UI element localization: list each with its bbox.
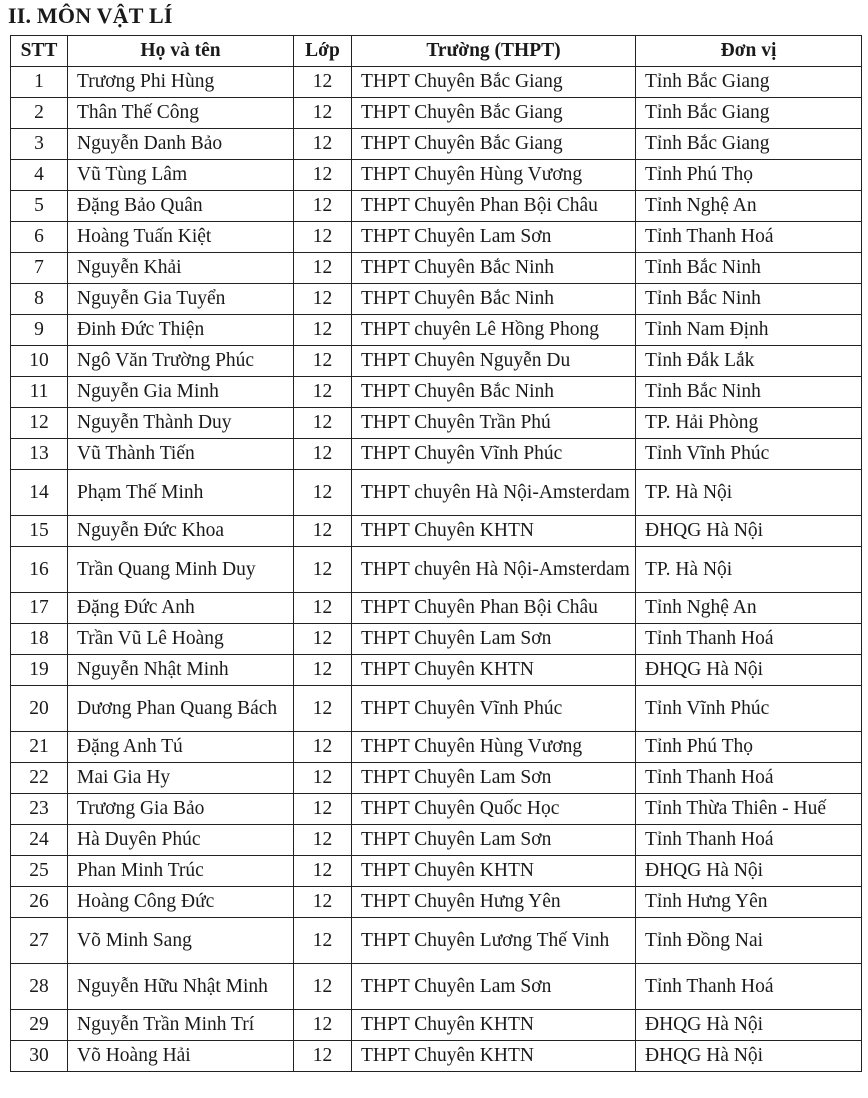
cell-school: THPT Chuyên Quốc Học: [352, 794, 636, 825]
table-row: [11, 825, 862, 856]
cell-name: Trần Vũ Lê Hoàng: [68, 624, 294, 655]
cell-grade: 12: [294, 408, 352, 439]
cell-name: Đặng Bảo Quân: [68, 191, 294, 222]
table-row: [11, 470, 862, 516]
cell-name: Võ Minh Sang: [68, 918, 294, 964]
table-row: [11, 377, 862, 408]
cell-grade: 12: [294, 315, 352, 346]
cell-unit: Tỉnh Thanh Hoá: [636, 624, 862, 655]
cell-name: Đinh Đức Thiện: [68, 315, 294, 346]
cell-unit: Tỉnh Bắc Giang: [636, 129, 862, 160]
cell-grade: 12: [294, 191, 352, 222]
table-row: [11, 887, 862, 918]
cell-grade: 12: [294, 67, 352, 98]
cell-name: Võ Hoàng Hải: [68, 1041, 294, 1072]
cell-unit: Tỉnh Hưng Yên: [636, 887, 862, 918]
cell-school: THPT Chuyên KHTN: [352, 1041, 636, 1072]
cell-stt: 24: [11, 825, 68, 856]
cell-name: Nguyễn Đức Khoa: [68, 516, 294, 547]
cell-name: Nguyễn Trần Minh Trí: [68, 1010, 294, 1041]
cell-grade: 12: [294, 686, 352, 732]
cell-school: THPT Chuyên KHTN: [352, 856, 636, 887]
cell-school: THPT Chuyên Bắc Ninh: [352, 377, 636, 408]
cell-unit: ĐHQG Hà Nội: [636, 1010, 862, 1041]
table-row: [11, 67, 862, 98]
table-row: [11, 856, 862, 887]
table-row: [11, 794, 862, 825]
cell-stt: 5: [11, 191, 68, 222]
cell-stt: 12: [11, 408, 68, 439]
cell-name: Nguyễn Hữu Nhật Minh: [68, 964, 294, 1010]
cell-school: THPT Chuyên Phan Bội Châu: [352, 191, 636, 222]
cell-unit: Tỉnh Thanh Hoá: [636, 222, 862, 253]
cell-name: Đặng Anh Tú: [68, 732, 294, 763]
cell-unit: Tỉnh Phú Thọ: [636, 732, 862, 763]
cell-unit: Tỉnh Bắc Giang: [636, 98, 862, 129]
cell-stt: 29: [11, 1010, 68, 1041]
cell-stt: 17: [11, 593, 68, 624]
cell-unit: Tỉnh Bắc Ninh: [636, 377, 862, 408]
cell-school: THPT Chuyên Lam Sơn: [352, 825, 636, 856]
cell-stt: 13: [11, 439, 68, 470]
cell-school: THPT Chuyên Trần Phú: [352, 408, 636, 439]
cell-school: THPT Chuyên Phan Bội Châu: [352, 593, 636, 624]
cell-stt: 26: [11, 887, 68, 918]
cell-unit: Tỉnh Bắc Ninh: [636, 253, 862, 284]
cell-grade: 12: [294, 547, 352, 593]
cell-school: THPT Chuyên Nguyễn Du: [352, 346, 636, 377]
cell-name: Vũ Tùng Lâm: [68, 160, 294, 191]
cell-stt: 7: [11, 253, 68, 284]
cell-name: Nguyễn Gia Minh: [68, 377, 294, 408]
cell-grade: 12: [294, 763, 352, 794]
table-row: [11, 191, 862, 222]
table-row: [11, 918, 862, 964]
cell-name: Phạm Thế Minh: [68, 470, 294, 516]
section-title: II. MÔN VẬT LÍ: [8, 3, 173, 28]
cell-unit: ĐHQG Hà Nội: [636, 856, 862, 887]
cell-stt: 2: [11, 98, 68, 129]
table-row: [11, 1041, 862, 1072]
cell-stt: 28: [11, 964, 68, 1010]
header-name: Họ và tên: [68, 36, 294, 67]
cell-grade: 12: [294, 856, 352, 887]
cell-school: THPT Chuyên KHTN: [352, 655, 636, 686]
cell-stt: 1: [11, 67, 68, 98]
cell-school: THPT Chuyên Bắc Ninh: [352, 253, 636, 284]
cell-stt: 18: [11, 624, 68, 655]
cell-stt: 23: [11, 794, 68, 825]
table-row: [11, 253, 862, 284]
cell-name: Nguyễn Nhật Minh: [68, 655, 294, 686]
cell-name: Hà Duyên Phúc: [68, 825, 294, 856]
cell-name: Đặng Đức Anh: [68, 593, 294, 624]
cell-unit: Tỉnh Bắc Ninh: [636, 284, 862, 315]
header-stt: STT: [11, 36, 68, 67]
cell-school: THPT Chuyên Bắc Giang: [352, 98, 636, 129]
table-row: [11, 129, 862, 160]
cell-grade: 12: [294, 470, 352, 516]
cell-name: Trương Gia Bảo: [68, 794, 294, 825]
cell-grade: 12: [294, 377, 352, 408]
cell-grade: 12: [294, 918, 352, 964]
cell-name: Nguyễn Khải: [68, 253, 294, 284]
cell-name: Thân Thế Công: [68, 98, 294, 129]
cell-name: Mai Gia Hy: [68, 763, 294, 794]
cell-school: THPT Chuyên Bắc Giang: [352, 67, 636, 98]
cell-stt: 8: [11, 284, 68, 315]
cell-stt: 15: [11, 516, 68, 547]
cell-grade: 12: [294, 1010, 352, 1041]
cell-stt: 19: [11, 655, 68, 686]
cell-school: THPT chuyên Lê Hồng Phong: [352, 315, 636, 346]
cell-unit: ĐHQG Hà Nội: [636, 1041, 862, 1072]
cell-stt: 3: [11, 129, 68, 160]
cell-stt: 22: [11, 763, 68, 794]
cell-unit: ĐHQG Hà Nội: [636, 516, 862, 547]
table-row: [11, 763, 862, 794]
cell-school: THPT Chuyên Lương Thế Vinh: [352, 918, 636, 964]
cell-grade: 12: [294, 1041, 352, 1072]
cell-school: THPT Chuyên Vĩnh Phúc: [352, 439, 636, 470]
cell-grade: 12: [294, 516, 352, 547]
cell-school: THPT Chuyên Hùng Vương: [352, 732, 636, 763]
header-unit: Đơn vị: [636, 36, 862, 67]
header-school: Trường (THPT): [352, 36, 636, 67]
cell-stt: 4: [11, 160, 68, 191]
table-row: [11, 284, 862, 315]
cell-unit: Tỉnh Phú Thọ: [636, 160, 862, 191]
cell-grade: 12: [294, 346, 352, 377]
header-grade: Lớp: [294, 36, 352, 67]
cell-grade: 12: [294, 98, 352, 129]
table-header-row: [11, 36, 862, 67]
cell-school: THPT Chuyên Bắc Giang: [352, 129, 636, 160]
cell-unit: Tỉnh Thanh Hoá: [636, 825, 862, 856]
cell-unit: Tỉnh Vĩnh Phúc: [636, 439, 862, 470]
table-row: [11, 732, 862, 763]
cell-school: THPT Chuyên Vĩnh Phúc: [352, 686, 636, 732]
cell-name: Hoàng Công Đức: [68, 887, 294, 918]
cell-grade: 12: [294, 129, 352, 160]
cell-grade: 12: [294, 964, 352, 1010]
table-row: [11, 655, 862, 686]
cell-name: Ngô Văn Trường Phúc: [68, 346, 294, 377]
cell-stt: 11: [11, 377, 68, 408]
table-row: [11, 98, 862, 129]
cell-school: THPT Chuyên KHTN: [352, 516, 636, 547]
table-row: [11, 346, 862, 377]
cell-grade: 12: [294, 825, 352, 856]
cell-name: Trương Phi Hùng: [68, 67, 294, 98]
cell-stt: 16: [11, 547, 68, 593]
cell-stt: 9: [11, 315, 68, 346]
cell-stt: 25: [11, 856, 68, 887]
cell-unit: Tỉnh Thừa Thiên - Huế: [636, 794, 862, 825]
cell-unit: Tỉnh Nam Định: [636, 315, 862, 346]
cell-school: THPT Chuyên Bắc Ninh: [352, 284, 636, 315]
table-row: [11, 964, 862, 1010]
cell-unit: Tỉnh Bắc Giang: [636, 67, 862, 98]
cell-unit: TP. Hà Nội: [636, 547, 862, 593]
cell-stt: 20: [11, 686, 68, 732]
table-row: [11, 624, 862, 655]
cell-name: Nguyễn Danh Bảo: [68, 129, 294, 160]
cell-name: Nguyễn Thành Duy: [68, 408, 294, 439]
cell-grade: 12: [294, 284, 352, 315]
table-row: [11, 1010, 862, 1041]
cell-name: Trần Quang Minh Duy: [68, 547, 294, 593]
cell-stt: 10: [11, 346, 68, 377]
student-table: [10, 35, 862, 1072]
table-row: [11, 516, 862, 547]
cell-grade: 12: [294, 655, 352, 686]
cell-school: THPT Chuyên Lam Sơn: [352, 763, 636, 794]
cell-unit: Tỉnh Đồng Nai: [636, 918, 862, 964]
cell-name: Vũ Thành Tiến: [68, 439, 294, 470]
cell-unit: Tỉnh Nghệ An: [636, 191, 862, 222]
table-row: [11, 593, 862, 624]
cell-stt: 30: [11, 1041, 68, 1072]
cell-grade: 12: [294, 887, 352, 918]
table-row: [11, 547, 862, 593]
cell-grade: 12: [294, 732, 352, 763]
table-body: [11, 67, 862, 1072]
cell-grade: 12: [294, 439, 352, 470]
cell-school: THPT chuyên Hà Nội-Amsterdam: [352, 470, 636, 516]
cell-unit: Tỉnh Đắk Lắk: [636, 346, 862, 377]
cell-stt: 27: [11, 918, 68, 964]
cell-name: Dương Phan Quang Bách: [68, 686, 294, 732]
table-row: [11, 315, 862, 346]
cell-name: Hoàng Tuấn Kiệt: [68, 222, 294, 253]
cell-grade: 12: [294, 593, 352, 624]
cell-grade: 12: [294, 222, 352, 253]
cell-school: THPT Chuyên Lam Sơn: [352, 624, 636, 655]
cell-stt: 14: [11, 470, 68, 516]
table-row: [11, 222, 862, 253]
cell-name: Phan Minh Trúc: [68, 856, 294, 887]
table-row: [11, 160, 862, 191]
cell-stt: 6: [11, 222, 68, 253]
cell-school: THPT Chuyên Lam Sơn: [352, 222, 636, 253]
cell-school: THPT Chuyên Hưng Yên: [352, 887, 636, 918]
cell-unit: TP. Hà Nội: [636, 470, 862, 516]
table-row: [11, 439, 862, 470]
cell-grade: 12: [294, 624, 352, 655]
cell-grade: 12: [294, 253, 352, 284]
cell-grade: 12: [294, 160, 352, 191]
cell-unit: TP. Hải Phòng: [636, 408, 862, 439]
table-row: [11, 686, 862, 732]
table-row: [11, 408, 862, 439]
cell-school: THPT Chuyên Lam Sơn: [352, 964, 636, 1010]
cell-school: THPT Chuyên Hùng Vương: [352, 160, 636, 191]
cell-unit: Tỉnh Vĩnh Phúc: [636, 686, 862, 732]
cell-unit: Tỉnh Thanh Hoá: [636, 763, 862, 794]
cell-school: THPT chuyên Hà Nội-Amsterdam: [352, 547, 636, 593]
cell-grade: 12: [294, 794, 352, 825]
cell-unit: Tỉnh Nghệ An: [636, 593, 862, 624]
cell-name: Nguyễn Gia Tuyển: [68, 284, 294, 315]
cell-stt: 21: [11, 732, 68, 763]
cell-unit: ĐHQG Hà Nội: [636, 655, 862, 686]
cell-school: THPT Chuyên KHTN: [352, 1010, 636, 1041]
cell-unit: Tỉnh Thanh Hoá: [636, 964, 862, 1010]
